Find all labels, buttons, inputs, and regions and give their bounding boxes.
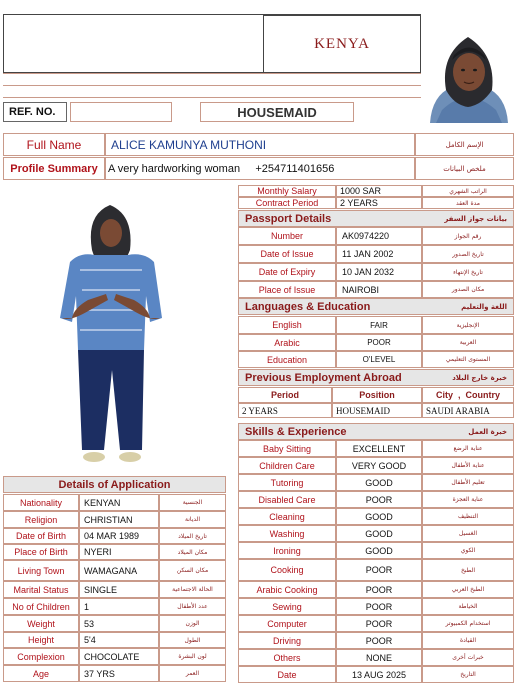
skill-row-label: Sewing: [238, 598, 336, 615]
portrait-photo: [422, 15, 515, 123]
application-row-arabic: لون البشرة: [159, 648, 226, 665]
application-row-value: CHOCOLATE: [79, 648, 159, 665]
position-title: HOUSEMAID: [200, 102, 354, 122]
application-title: Details of Application: [58, 478, 171, 491]
application-row-label: Place of Birth: [3, 544, 79, 560]
header-rule-1: [3, 73, 421, 74]
skill-row-value: POOR: [336, 581, 422, 598]
application-row-arabic: الوزن: [159, 615, 226, 632]
skill-row-label: Driving: [238, 632, 336, 649]
skill-row-label: Cooking: [238, 559, 336, 581]
language-row-label: Arabic: [238, 334, 336, 351]
employment-header: [238, 369, 514, 386]
skill-row-label: Date: [238, 666, 336, 683]
skill-row-value: GOOD: [336, 508, 422, 525]
employment-col-period: Period: [238, 387, 332, 403]
passport-row-arabic: رقم الجواز: [422, 227, 514, 245]
full-body-photo: [50, 200, 180, 470]
application-row-arabic: عدد الأطفال: [159, 598, 226, 615]
application-row-label: Height: [3, 632, 79, 648]
application-row-label: Religion: [3, 511, 79, 528]
employment-row-period: 2 YEARS: [238, 403, 332, 418]
skills-title-arabic: خبرة العمل: [468, 427, 507, 436]
skill-row-arabic: عناية العجزة: [422, 491, 514, 508]
application-row-value: NYERI: [79, 544, 159, 560]
language-row-arabic: المستوى التعليمي: [422, 351, 514, 368]
passport-row-label: Date of Expiry: [238, 263, 336, 281]
passport-row-arabic: تاريخ الإنتهاء: [422, 263, 514, 281]
ref-value-field: [70, 102, 172, 122]
skill-row-arabic: الطبخ: [422, 559, 514, 581]
employment-col-position: Position: [332, 387, 422, 403]
skills-header: [238, 423, 514, 440]
skill-row-arabic: الخياطة: [422, 598, 514, 615]
passport-row-arabic: مكان الصدور: [422, 281, 514, 298]
employment-row-country: SAUDI ARABIA: [422, 403, 514, 418]
skill-row-value: POOR: [336, 559, 422, 581]
application-row-arabic: مكان السكن: [159, 560, 226, 581]
skill-row-label: Children Care: [238, 457, 336, 474]
skill-row-value: GOOD: [336, 474, 422, 491]
employment-title-arabic: خبرة خارج البلاد: [452, 373, 507, 382]
skill-row-label: Washing: [238, 525, 336, 542]
language-row-arabic: الإنجليزية: [422, 316, 514, 334]
profile-arabic: ملخص البيانات: [415, 157, 514, 180]
ref-label: REF. NO.: [3, 102, 67, 122]
skill-row-arabic: التاريخ: [422, 666, 514, 683]
full-name-arabic: الإسم الكامل: [415, 133, 514, 156]
application-row-value: 5'4: [79, 632, 159, 648]
application-row-label: Age: [3, 665, 79, 682]
contract-row-arabic: مدة العقد: [422, 197, 514, 209]
employment-col-country: City , Country: [422, 387, 514, 403]
application-row-arabic: الجنسية: [159, 494, 226, 511]
passport-row-arabic: تاريخ الصدور: [422, 245, 514, 263]
skill-row-label: Computer: [238, 615, 336, 632]
profile-value: A very hardworking woman +254711401656: [105, 157, 415, 180]
skill-row-label: Tutoring: [238, 474, 336, 491]
application-row-arabic: الحالة الاجتماعية: [159, 581, 226, 598]
skill-row-value: 13 AUG 2025: [336, 666, 422, 683]
application-row-value: KENYAN: [79, 494, 159, 511]
passport-header: [238, 210, 514, 227]
skill-row-arabic: الطبخ العربي: [422, 581, 514, 598]
country-name: KENYA: [314, 36, 370, 52]
header-rule-2: [3, 85, 421, 86]
skill-row-arabic: القيادة: [422, 632, 514, 649]
skill-row-label: Baby Sitting: [238, 440, 336, 457]
skill-row-value: VERY GOOD: [336, 457, 422, 474]
application-row-label: Living Town: [3, 560, 79, 581]
application-row-arabic: الديانة: [159, 511, 226, 528]
skills-title: Skills & Experience: [245, 425, 347, 438]
passport-row-value: AK0974220: [336, 227, 422, 245]
skill-row-value: POOR: [336, 615, 422, 632]
application-row-value: SINGLE: [79, 581, 159, 598]
skill-row-arabic: تعليم الأطفال: [422, 474, 514, 491]
language-row-label: English: [238, 316, 336, 334]
application-row-label: Date of Birth: [3, 528, 79, 544]
contract-row-arabic: الراتب الشهري: [422, 185, 514, 197]
profile-label: Profile Summary: [3, 157, 105, 180]
skill-row-label: Others: [238, 649, 336, 666]
application-row-value: 04 MAR 1989: [79, 528, 159, 544]
skill-row-label: Disabled Care: [238, 491, 336, 508]
languages-title-arabic: اللغة والتعليم: [461, 302, 507, 311]
language-row-value: POOR: [336, 334, 422, 351]
skill-row-arabic: الغسيل: [422, 525, 514, 542]
skill-row-value: POOR: [336, 632, 422, 649]
skill-row-arabic: عناية الرضع: [422, 440, 514, 457]
application-row-value: WAMAGANA: [79, 560, 159, 581]
language-row-arabic: العربية: [422, 334, 514, 351]
application-row-arabic: الطول: [159, 632, 226, 648]
application-row-label: No of Children: [3, 598, 79, 615]
passport-row-value: 11 JAN 2002: [336, 245, 422, 263]
language-row-value: O'LEVEL: [336, 351, 422, 368]
skill-row-value: GOOD: [336, 542, 422, 559]
skill-row-arabic: عناية الأطفال: [422, 457, 514, 474]
passport-title: Passport Details: [245, 212, 332, 225]
application-row-label: Nationality: [3, 494, 79, 511]
language-row-label: Education: [238, 351, 336, 368]
application-header: [3, 476, 226, 493]
full-name-value: ALICE KAMUNYA MUTHONI: [105, 133, 415, 156]
passport-row-label: Number: [238, 227, 336, 245]
application-row-value: 1: [79, 598, 159, 615]
contract-row-label: Monthly Salary: [238, 185, 336, 197]
skill-row-arabic: الكوي: [422, 542, 514, 559]
languages-title: Languages & Education: [245, 300, 371, 313]
application-row-label: Complexion: [3, 648, 79, 665]
contract-row-value: 1000 SAR: [336, 185, 422, 197]
application-row-value: 37 YRS: [79, 665, 159, 682]
employment-row-position: HOUSEMAID: [332, 403, 422, 418]
application-row-arabic: تاريخ الميلاد: [159, 528, 226, 544]
language-row-value: FAIR: [336, 316, 422, 334]
skill-row-value: POOR: [336, 598, 422, 615]
skill-row-value: POOR: [336, 491, 422, 508]
skill-row-label: Arabic Cooking: [238, 581, 336, 598]
application-row-label: Marital Status: [3, 581, 79, 598]
skill-row-arabic: خبرات أخرى: [422, 649, 514, 666]
application-row-value: 53: [79, 615, 159, 632]
header-rule-3: [3, 97, 421, 98]
skill-row-value: NONE: [336, 649, 422, 666]
passport-title-arabic: بيانات جواز السفر: [444, 214, 507, 223]
skill-row-label: Cleaning: [238, 508, 336, 525]
application-row-value: CHRISTIAN: [79, 511, 159, 528]
skill-row-label: Ironing: [238, 542, 336, 559]
application-row-arabic: مكان الميلاد: [159, 544, 226, 560]
passport-row-value: 10 JAN 2032: [336, 263, 422, 281]
passport-row-value: NAIROBI: [336, 281, 422, 298]
skill-row-value: EXCELLENT: [336, 440, 422, 457]
contract-row-label: Contract Period: [238, 197, 336, 209]
passport-row-label: Place of Issue: [238, 281, 336, 298]
languages-header: [238, 298, 514, 315]
skill-row-value: GOOD: [336, 525, 422, 542]
skill-row-arabic: التنظيف: [422, 508, 514, 525]
application-row-label: Weight: [3, 615, 79, 632]
contract-row-value: 2 YEARS: [336, 197, 422, 209]
skill-row-arabic: استخدام الكمبيوتر: [422, 615, 514, 632]
full-name-label: Full Name: [3, 133, 105, 156]
employment-title: Previous Employment Abroad: [245, 371, 402, 384]
application-row-arabic: العمر: [159, 665, 226, 682]
passport-row-label: Date of Issue: [238, 245, 336, 263]
